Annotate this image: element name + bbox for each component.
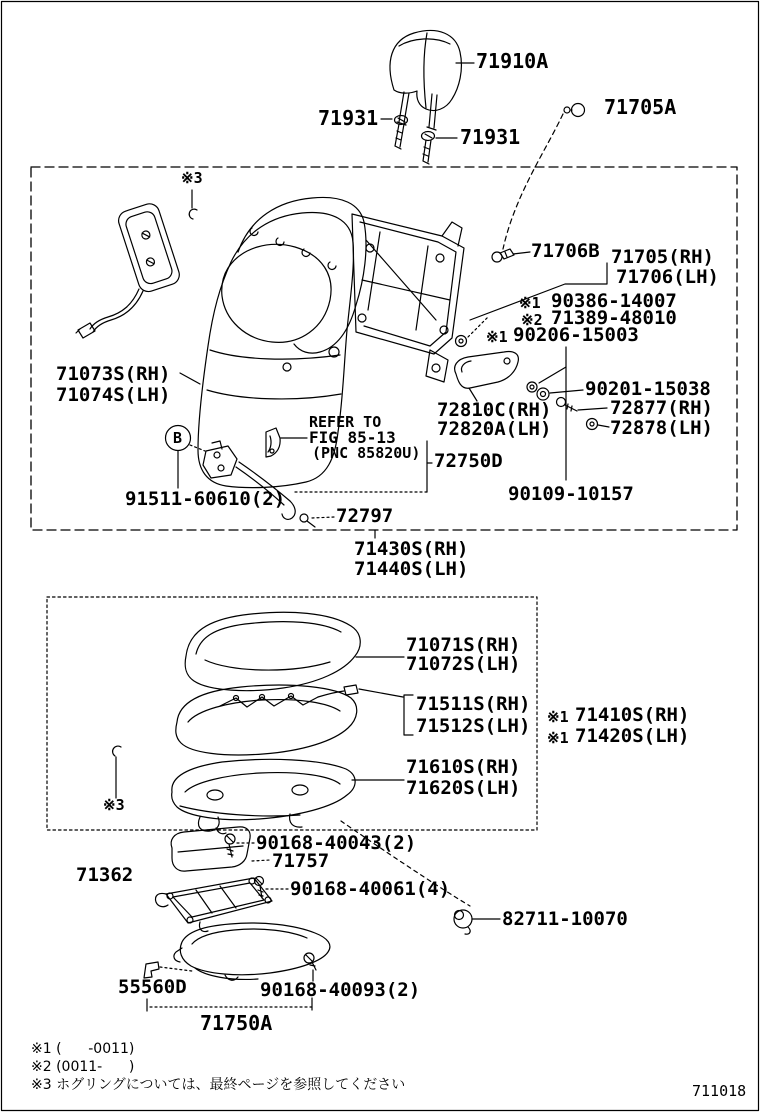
marker-note3-top: ※3	[181, 169, 203, 187]
label-back-assy-rh: 71430S(RH)	[354, 538, 469, 560]
marker-1b: ※1	[486, 328, 508, 346]
label-part-2: 71389-48010	[551, 307, 677, 329]
shield-drawing	[455, 351, 519, 388]
label-spring-bar: 72750D	[434, 450, 503, 472]
pan-71750-drawing	[174, 923, 330, 980]
label-adjuster: 71362	[76, 864, 134, 886]
label-back-assy-lh: 71440S(LH)	[354, 558, 469, 580]
label-clip-72797: 72797	[336, 505, 394, 527]
label-shield-lh: 72820A(LH)	[437, 418, 552, 440]
label-part-1b: 90206-15003	[513, 324, 639, 346]
cushion-frame-drawing	[172, 759, 355, 831]
nut-drawing	[456, 336, 467, 347]
marker-circle-b: B	[173, 429, 183, 447]
label-screw-pan: 90168-40093(2)	[260, 979, 421, 1001]
label-back-cover-lh: 71074S(LH)	[56, 384, 171, 406]
footnote-3: ※3 ホグリングについては、最終ページを参照してください	[31, 1077, 406, 1093]
label-back-frame-rh: 71705(RH)	[611, 246, 714, 268]
label-washer: 90201-15038	[585, 378, 711, 400]
headrest-support-left-drawing	[395, 116, 408, 150]
note3-top-leader	[189, 190, 197, 219]
refer-hinge-drawing	[266, 428, 280, 457]
clip-72797-leader	[312, 517, 334, 518]
label-cushion-frame-rh: 71610S(RH)	[406, 756, 521, 778]
airbag-drawing	[116, 201, 182, 294]
label-part-1a: 90386-14007	[551, 290, 677, 312]
screw-40043-drawing	[225, 834, 235, 857]
harness-drawing	[220, 685, 358, 707]
pad-leader	[359, 689, 403, 697]
cushion-pad-drawing	[176, 685, 357, 755]
hinge-bolt-lh-leader	[598, 425, 609, 427]
marker-cushion-rh: ※1	[547, 708, 569, 726]
label-headrest-support-right: 71931	[460, 125, 521, 149]
label-cushion-pad-lh: 71512S(LH)	[416, 715, 531, 737]
clamp-55560-leader	[160, 967, 192, 971]
label-back-screw: 71706B	[531, 240, 600, 262]
marker-1a: ※1	[519, 294, 541, 312]
label-clip-82711: 82711-10070	[502, 908, 628, 930]
label-refer-line3: (PNC 85820U)	[312, 444, 421, 462]
label-refer-line2: FIG 85-13	[309, 428, 396, 447]
label-shield-rh: 72810C(RH)	[437, 399, 552, 421]
marker-2: ※2	[521, 311, 543, 329]
label-hinge-bolt-rh: 72877(RH)	[610, 397, 713, 419]
cover-71757-drawing	[171, 827, 250, 871]
hinge-bolt-rh-drawing	[557, 398, 578, 412]
hinge-bolt-rh-leader	[578, 408, 607, 410]
seat-back-cover-leader	[180, 373, 200, 384]
back-screw-leader	[513, 252, 530, 254]
clip-72797-drawing	[300, 514, 315, 527]
seat-back-frame-drawing	[352, 214, 464, 382]
label-back-cover-rh: 71073S(RH)	[56, 363, 171, 385]
label-refer-line1: REFER TO	[309, 413, 382, 431]
torsion-bracket-drawing	[203, 441, 237, 478]
cushion-cover-drawing	[185, 612, 360, 690]
back-screw-drawing	[492, 249, 514, 262]
label-hinge-bolt-lh: 72878(LH)	[610, 417, 713, 439]
label-headrest-support-left: 71931	[318, 106, 379, 130]
label-back-bolt: 90109-10157	[508, 483, 634, 505]
footnote-1: ※1 ( -0011)	[31, 1041, 135, 1057]
label-cushion-frame-lh: 71620S(LH)	[406, 777, 521, 799]
note3-bottom-leader	[113, 746, 121, 798]
label-back-wire: 91511-60610(2)	[125, 488, 286, 510]
label-cushion-assy-lh: 71420S(LH)	[575, 725, 690, 747]
label-clamp: 55560D	[118, 976, 187, 998]
label-screw-adjuster: 90168-40061(4)	[290, 878, 451, 900]
branch-washer-drawing	[527, 382, 537, 392]
label-cushion-cover-rh: 71071S(RH)	[406, 634, 521, 656]
label-cushion-assy-rh: 71410S(RH)	[575, 704, 690, 726]
marker-cushion-lh: ※1	[547, 729, 569, 747]
page-code: 711018	[692, 1082, 747, 1100]
label-cushion-cover-lh: 71072S(LH)	[406, 653, 521, 675]
airbag-wire-drawing	[76, 289, 143, 338]
label-headrest: 71910A	[476, 49, 549, 73]
marker-note3-bottom: ※3	[103, 796, 125, 814]
label-cushion-pad-rh: 71511S(RH)	[416, 693, 531, 715]
cover-71757-leader	[252, 860, 270, 861]
hinge-bolt-lh-drawing	[587, 419, 598, 430]
washer-branch-leader	[539, 367, 566, 383]
grommet-drawing	[564, 104, 585, 117]
label-back-frame-lh: 71706(LH)	[616, 266, 719, 288]
footnote-2: ※2 (0011- )	[31, 1059, 135, 1075]
pad-bracket	[404, 695, 413, 735]
label-screw-cover: 90168-40043(2)	[256, 832, 417, 854]
label-grommet: 71705A	[604, 95, 677, 119]
headrest-support-right-drawing	[422, 132, 435, 165]
label-track-cover: 71757	[272, 850, 330, 872]
clip-82711-drawing	[454, 910, 472, 934]
label-pan: 71750A	[200, 1011, 273, 1035]
